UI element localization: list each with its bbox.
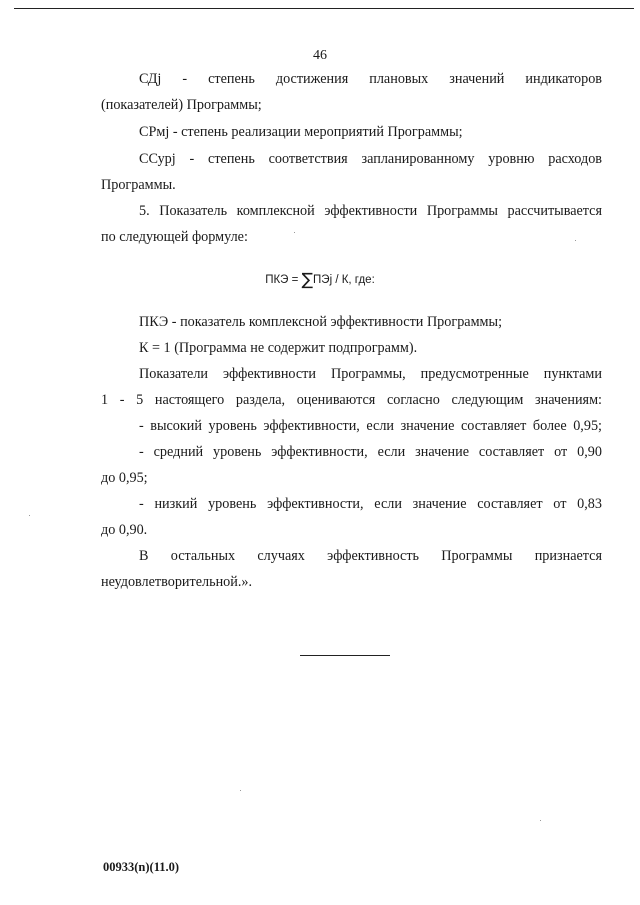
list-item-low-line2: до 0,90. — [101, 522, 148, 538]
scan-speck — [240, 790, 241, 791]
paragraph-indicators-line1: Показатели эффективности Программы, предусмотренные пунктами — [139, 366, 602, 382]
list-item-low-line1: - низкий уровень эффективности, если значение составляет от 0,83 — [139, 496, 602, 512]
end-separator-line — [300, 655, 390, 656]
scan-speck — [29, 515, 30, 516]
formula-left: ПКЭ = — [265, 274, 302, 286]
paragraph-other-cases-line2: неудовлетворительной.». — [101, 574, 253, 590]
formula — [0, 270, 640, 290]
scan-speck — [575, 240, 576, 241]
paragraph-pke-definition: ПКЭ - показатель комплексной эффективности Программы; — [139, 314, 503, 330]
paragraph-k-definition: К = 1 (Программа не содержит подпрограмм). — [139, 340, 418, 356]
paragraph-ssurj-line1: ССурj - степень соответствия запланированному уровню расходов — [139, 151, 602, 167]
top-rule — [14, 8, 634, 9]
page-number: 46 — [313, 48, 327, 63]
paragraph-sdj-line1: СДj - степень достижения плановых значений индикаторов — [139, 71, 602, 87]
paragraph-other-cases-line1: В остальных случаях эффективность Программы признается — [139, 548, 602, 564]
document-code: 00933(n)(11.0) — [103, 860, 180, 874]
list-item-high: - высокий уровень эффективности, если значение составляет более 0,95; — [139, 418, 602, 434]
paragraph-ssurj-line2: Программы. — [101, 177, 176, 193]
paragraph-pke-intro-line2: по следующей формуле: — [101, 229, 248, 245]
scan-speck — [540, 820, 541, 821]
sum-symbol: ∑ — [301, 270, 314, 290]
list-item-medium-line1: - средний уровень эффективности, если значение составляет от 0,90 — [139, 444, 602, 460]
paragraph-sdj-line2: (показателей) Программы; — [101, 97, 262, 113]
paragraph-indicators-line2: 1 - 5 настоящего раздела, оцениваются согласно следующим значениям: — [101, 392, 602, 408]
formula-right: ПЭj / К, где: — [313, 274, 375, 286]
paragraph-srmj: СРмj - степень реализации мероприятий Программы; — [139, 124, 463, 140]
paragraph-pke-intro-line1: 5. Показатель комплексной эффективности Программы рассчитывается — [139, 203, 602, 219]
scan-speck — [294, 232, 295, 233]
list-item-medium-line2: до 0,95; — [101, 470, 148, 486]
